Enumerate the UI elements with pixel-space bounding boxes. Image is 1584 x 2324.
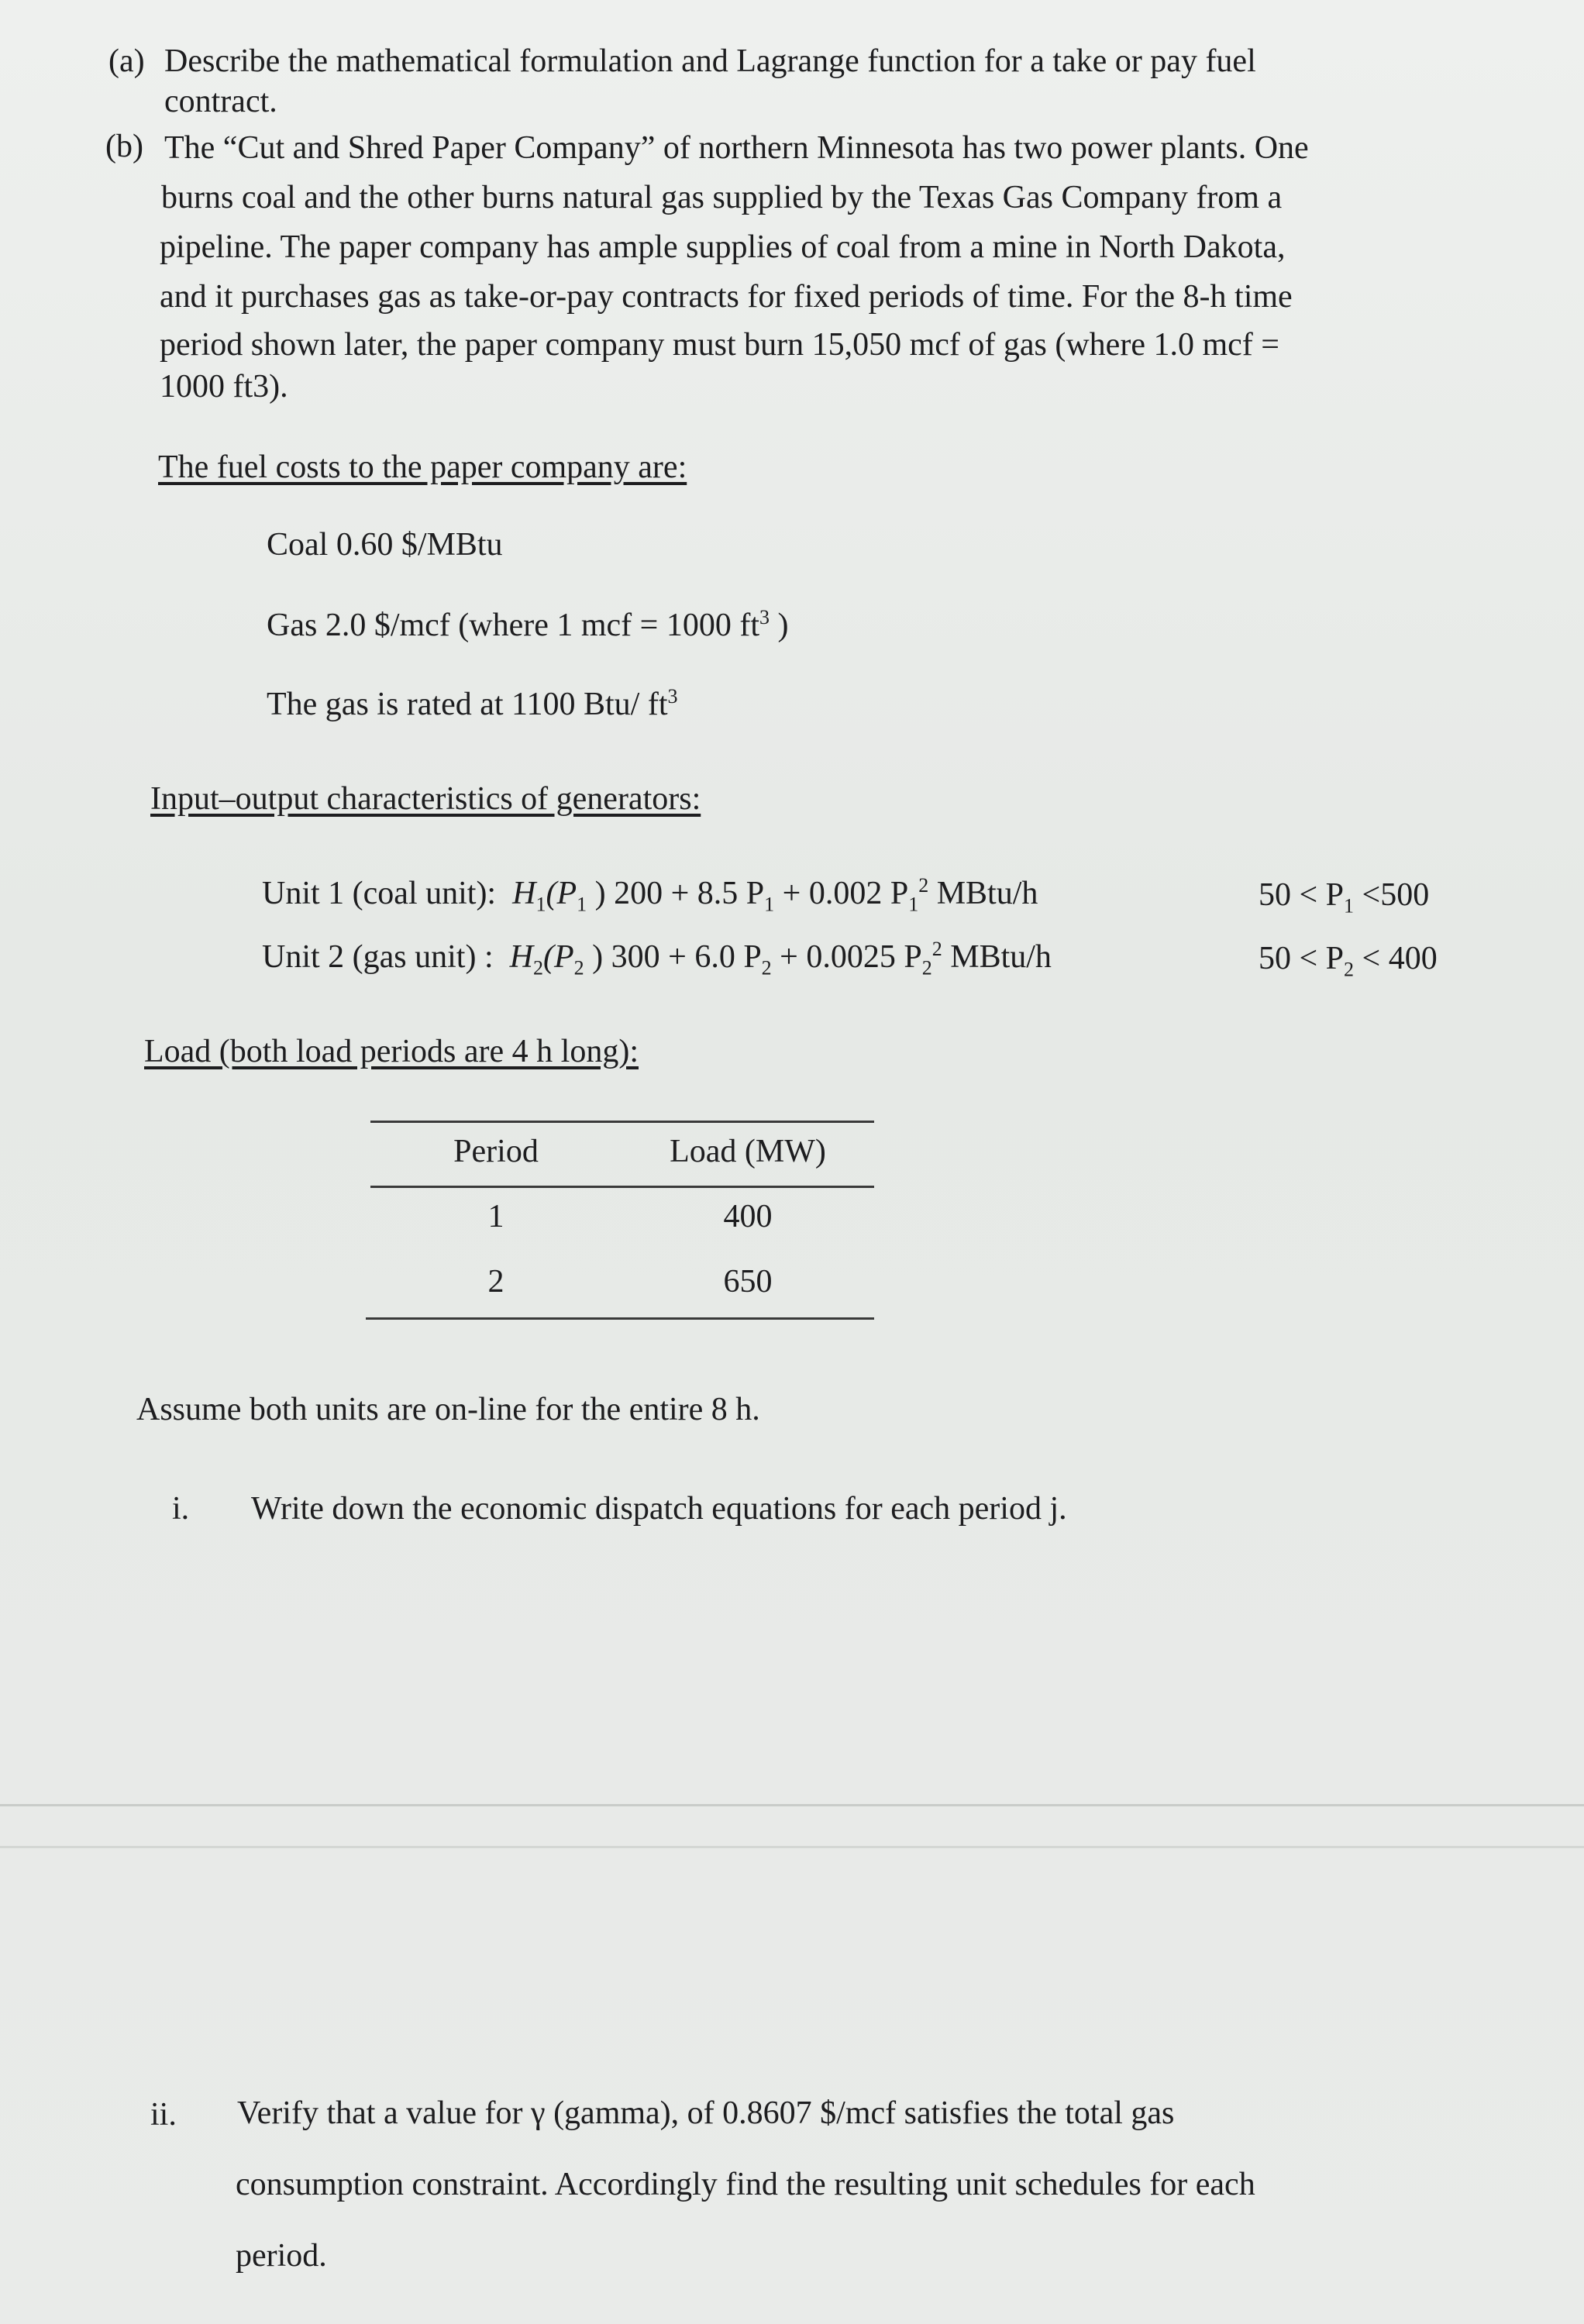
part-a-line-1: Describe the mathematical formulation and Lagrange function for a take or pay fuel	[164, 43, 1256, 79]
part-b-line-2: burns coal and the other burns natural gas supplied by the Texas Gas Company from a	[161, 180, 1283, 215]
question-ii-line-3: period.	[236, 2238, 327, 2274]
gas-rating: The gas is rated at 1100 Btu/ $ft^3$	[267, 685, 678, 722]
part-b-line-6: 1000 ft3).	[160, 369, 288, 405]
part-b-label: (b)	[105, 129, 143, 164]
gas-cost: Gas 2.0 $/mcf (where 1 mcf = 1000 $ft^3$ )	[267, 606, 789, 643]
section-divider-2	[0, 1846, 1584, 1848]
unit-1-limits: $50 < P_1 <500$	[1259, 877, 1430, 918]
table-top-rule	[370, 1121, 874, 1123]
table-bottom-rule	[366, 1317, 874, 1320]
unit-2-equation: Unit 2 (gas unit) : $H_2(P_2$ ) 300 + 6.0 $P_2 + 0.0025$ $P_2^2$ MBtu/h	[262, 938, 1052, 980]
part-a-label: (a)	[108, 43, 145, 79]
coal-cost: Coal 0.60 $/MBtu	[267, 527, 503, 563]
io-heading: Input–output characteristics of generators:	[150, 781, 701, 817]
table-header-rule	[370, 1186, 874, 1188]
part-b-line-4: and it purchases gas as take-or-pay contracts for fixed periods of time. For the 8-h time	[160, 279, 1293, 315]
table-cell-load-1: 400	[723, 1199, 773, 1234]
col-header-period: Period	[453, 1134, 539, 1169]
table-cell-period-2: 2	[487, 1264, 504, 1300]
assumption-text: Assume both units are on-line for the entire 8 h.	[136, 1392, 760, 1427]
col-header-load: Load (MW)	[670, 1134, 826, 1169]
section-divider-1	[0, 1804, 1584, 1806]
question-i-text: Write down the economic dispatch equations for each period j.	[251, 1491, 1067, 1527]
question-ii-line-1: Verify that a value for γ (gamma), of 0.8607 $/mcf satisfies the total gas	[237, 2095, 1175, 2131]
part-b-line-5: period shown later, the paper company must burn 15,050 mcf of gas (where 1.0 mcf =	[160, 327, 1279, 363]
part-b-line-3: pipeline. The paper company has ample supplies of coal from a mine in North Dakota,	[160, 229, 1286, 265]
part-a-line-2: contract.	[164, 84, 277, 119]
load-heading: Load (both load periods are 4 h long):	[144, 1034, 639, 1069]
question-ii-label: ii.	[150, 2097, 177, 2133]
table-cell-load-2: 650	[723, 1264, 773, 1300]
unit-1-equation: Unit 1 (coal unit): $H_1(P_1$ ) 200 + 8.5 $P_1 + 0.002$ $P_1^2$ MBtu/h	[262, 874, 1038, 916]
table-cell-period-1: 1	[487, 1199, 504, 1234]
question-ii-line-2: consumption constraint. Accordingly find the resulting unit schedules for each	[236, 2167, 1255, 2202]
unit-2-limits: $50 < P_2 < 400$	[1259, 941, 1438, 981]
fuel-costs-heading: The fuel costs to the paper company are:	[158, 449, 687, 485]
question-i-label: i.	[172, 1491, 190, 1527]
part-b-line-1: The “Cut and Shred Paper Company” of northern Minnesota has two power plants. One	[164, 130, 1309, 166]
